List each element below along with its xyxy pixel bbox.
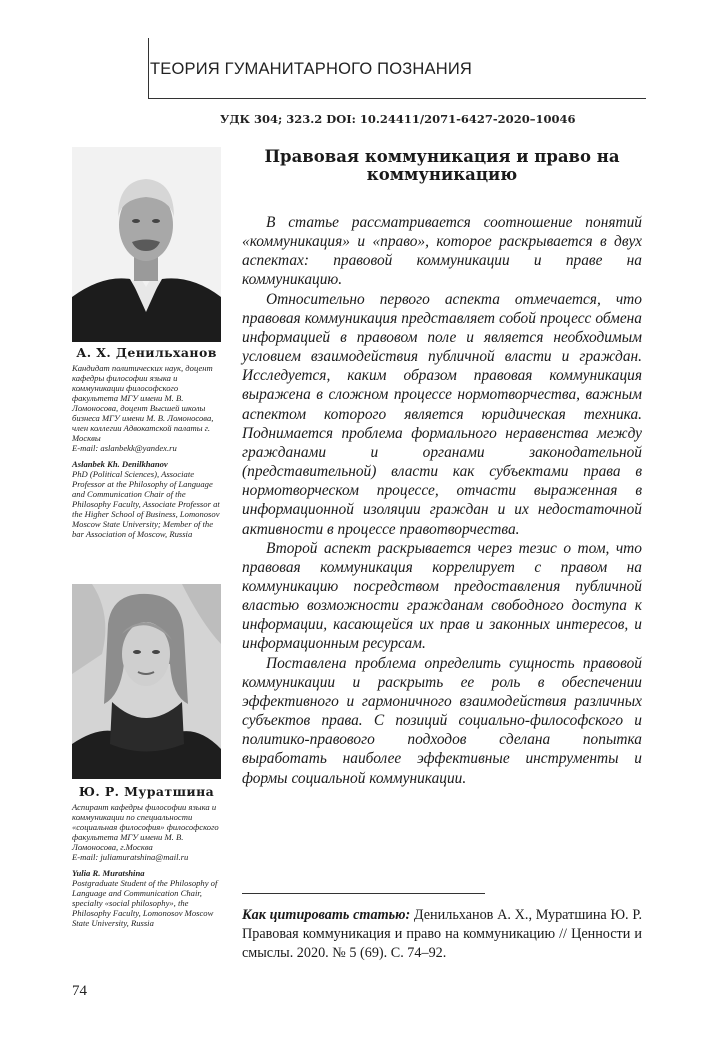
author-email-1: E-mail: aslanbekk@yandex.ru [72,443,177,453]
author-affiliation-ru-2: Аспирант кафедры философии языка и коммуникации по специальности «социальная философия» философского факультета МГУ имени М. В. Ломоносова, г.Москва [72,802,219,852]
author-info-1 [72,363,224,539]
author-name-2: Ю. Р. Муратшина [78,784,215,799]
author-info-2 [72,802,224,928]
citation [242,906,642,963]
udk-doi-line: УДК 304; 323.2 DOI: 10.24411/2071-6427-2020–10046 [220,112,576,126]
author-name-en-2: Yulia R. Muratshina [72,868,145,878]
abstract-paragraph-1: В статье рассматривается соотношение понятий «коммуникация» и «право», которое раскрывается в двух аспектах: правовой коммуникации и праве на коммуникацию. [242,214,642,289]
author-photo-muratshina [72,584,221,779]
abstract-paragraph-2: Относительно первого аспекта отмечается, что правовая коммуникация представляет собой процесс обмена информацией в правовом поле и является необходимым условием взаимодействия публичной власти и граждан. Исследуется, каким образом правовая коммуникация выражена в сложном процессе нормотворчества, важным аспектом которого является юридическая техника. Поднимается проблема формального неравенства между гражданами и органами законодательной (представительной) власти как субъектами права в нормотворческом процессе, отчасти выраженная в информационной изоляции граждан и их недостаточной активности в процессе правотворчества. [242,290,642,538]
author-affiliation-en-2: Postgraduate Student of the Philosophy of Language and Communication Chair, specialty «social philosophy», the Philosophy Faculty, Lomonosov Moscow State University, Russia [72,878,218,928]
author-name-1: А. Х. Денильханов [76,345,217,360]
author-name-en-1: Aslanbek Kh. Denilkhanov [72,459,168,469]
abstract [242,213,642,788]
author-affiliation-ru-1: Кандидат политических наук, доцент кафедры философии языка и коммуникации философского факультета МГУ имени М. В. Ломоносова, доцент Высшей школы бизнеса МГУ имени М. В. Ломоносова, член коллегии Адвокатской палаты г. Москвы [72,363,214,443]
citation-text: Денильханов А. Х., Муратшина Ю. Р. Правовая коммуникация и право на коммуникацию // Ценности и смыслы. 2020. № 5 (69). С. 74–92. [242,907,642,961]
citation-label: Как цитировать статью: [242,907,411,923]
section-title: ТЕОРИЯ ГУМАНИТАРНОГО ПОЗНАНИЯ [150,60,473,78]
article-title: Правовая коммуникация и право на коммуникацию [264,147,620,184]
author-photo-denilkhanov [72,147,221,342]
author-email-2: E-mail: juliamuratshina@mail.ru [72,852,189,862]
citation-divider [242,893,485,894]
page-number: 74 [72,983,87,999]
author-affiliation-en-1: PhD (Political Sciences), Associate Professor at the Philosophy of Language and Communication Chair of the Philosophy Faculty, Associate Professor at the Higher School of Business, Lomonosov Moscow State University; Member of the bar Association of Moscow, Russia [72,469,220,539]
abstract-paragraph-3: Второй аспект раскрывается через тезис о том, что правовая коммуникация коррелирует с правом на коммуникацию посредством предоставления публичной властью возможности гражданам свободного доступа к информации, касающейся их прав и законных интересов, и информационным ресурсам. [242,539,642,653]
abstract-paragraph-4: Поставлена проблема определить сущность правовой коммуникации и раскрыть ее роль в обеспечении эффективного и гармоничного взаимодействия различных субъектов права. С позиций социально-философского и политико-правового подходов сделана попытка выработать наиболее эффективные инструменты и формы социальной коммуникации. [242,654,642,787]
